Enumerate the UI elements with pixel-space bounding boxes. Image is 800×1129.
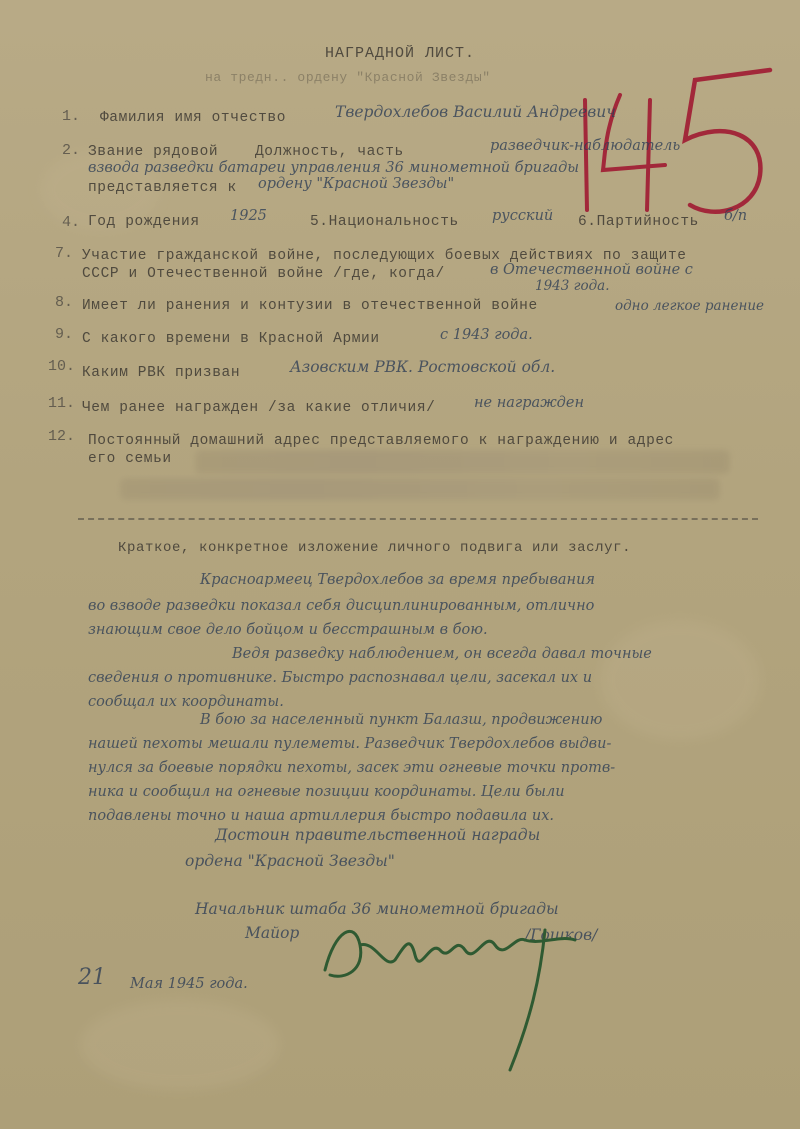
document-title: НАГРАДНОЙ ЛИСТ.	[325, 45, 476, 62]
field-number: 4.	[62, 214, 81, 231]
field-value-war-participation: в Отечественной войне с	[490, 262, 693, 278]
field-label-birth-year: Год рождения	[88, 214, 200, 230]
field-label-war-participation-2: СССР и Отечественной войне /где, когда/	[82, 266, 445, 282]
field-label-service-since: С какого времени в Красной Армии	[82, 331, 380, 347]
field-value-service-since: с 1943 года.	[440, 327, 533, 343]
field-number: 11.	[48, 395, 76, 412]
field-value-position: разведчик-наблюдатель	[490, 138, 681, 154]
field-label-war-participation: Участие гражданской войне, последующих боевых действиях по защите	[82, 248, 687, 264]
field-label-position: Должность, часть	[255, 144, 404, 160]
signer-title: Начальник штаба 36 минометной бригады	[195, 900, 559, 918]
field-value-war-year: 1943 года.	[535, 278, 610, 294]
field-label-party: 6.Партийность	[578, 214, 699, 230]
narrative-line: нулся за боевые порядки пехоты, засек эти огневые точки протв-	[88, 760, 616, 776]
narrative-line: во взводе разведки показал себя дисциплинированным, отлично	[88, 598, 595, 614]
field-number: 9.	[55, 326, 74, 343]
redacted-address	[120, 478, 720, 500]
field-label-rank: Звание рядовой	[88, 144, 219, 160]
section-divider	[78, 518, 758, 520]
conclusion-line: Достоин правительственной награды	[215, 826, 541, 844]
field-value-presented: ордену "Красной Звезды"	[258, 176, 455, 192]
field-number: 7.	[55, 245, 74, 262]
section-heading: Краткое, конкретное изложение личного подвига или заслуг.	[118, 540, 632, 556]
date-rest: Мая 1945 года.	[130, 976, 248, 992]
field-label-presented: представляется к	[88, 180, 237, 196]
field-value-party: б/п	[724, 208, 748, 224]
narrative-line: знающим свое дело бойцом и бесстрашным в бою.	[88, 622, 488, 638]
handwritten-signature	[315, 900, 625, 1080]
field-number: 10.	[48, 358, 76, 375]
narrative-line: подавлены точно и наша артиллерия быстро подавила их.	[88, 808, 554, 824]
field-label-home-address: Постоянный домашний адрес представляемого к награждению и адрес	[88, 433, 674, 449]
field-label-wounds: Имеет ли ранения и контузии в отечественной войне	[82, 298, 538, 314]
field-label-nationality: 5.Национальность	[310, 214, 459, 230]
field-number: 1.	[62, 108, 81, 125]
field-value-wounds: одно легкое ранение	[615, 298, 765, 314]
narrative-line: сообщал их координаты.	[88, 694, 284, 710]
narrative-line: сведения о противнике. Быстро распознавал цели, засекал их и	[88, 670, 593, 686]
field-number: 2.	[62, 142, 81, 159]
narrative-line: ника и сообщил на огневые позиции координаты. Цели были	[88, 784, 565, 800]
field-label-previous-awards: Чем ранее награжден /за какие отличия/	[82, 400, 436, 416]
field-value-nationality: русский	[492, 208, 554, 224]
field-label-home-address-2: его семьи	[88, 451, 172, 467]
field-value-name: Твердохлебов Василий Андреевич	[335, 103, 616, 121]
field-label-name: Фамилия имя отчество	[100, 110, 287, 126]
date-day: 21	[78, 965, 106, 990]
field-value-previous-awards: не награжден	[474, 395, 584, 411]
narrative-line: Ведя разведку наблюдением, он всегда давал точные	[232, 646, 652, 662]
narrative-line: Красноармеец Твердохлебов за время пребывания	[200, 572, 596, 588]
signer-rank: Майор	[245, 924, 300, 942]
field-value-unit: взвода разведки батареи управления 36 минометной бригады	[88, 160, 580, 176]
field-number: 12.	[48, 428, 76, 445]
field-label-draft-office: Каким РВК призван	[82, 365, 241, 381]
field-value-draft-office: Азовским РВК. Ростовской обл.	[290, 358, 556, 376]
narrative-line: В бою за населенный пункт Балазш, продвижению	[200, 712, 603, 728]
field-number: 8.	[55, 294, 74, 311]
field-value-birth-year: 1925	[230, 208, 267, 224]
narrative-line: нашей пехоты мешали пулеметы. Разведчик Твердохлебов выдви-	[88, 736, 612, 752]
signer-name: /Гошков/	[525, 926, 598, 944]
conclusion-line: ордена "Красной Звезды"	[185, 852, 395, 870]
header-note: на тредн.. ордену "Красной Звезды"	[205, 70, 491, 85]
redacted-address	[195, 450, 730, 474]
